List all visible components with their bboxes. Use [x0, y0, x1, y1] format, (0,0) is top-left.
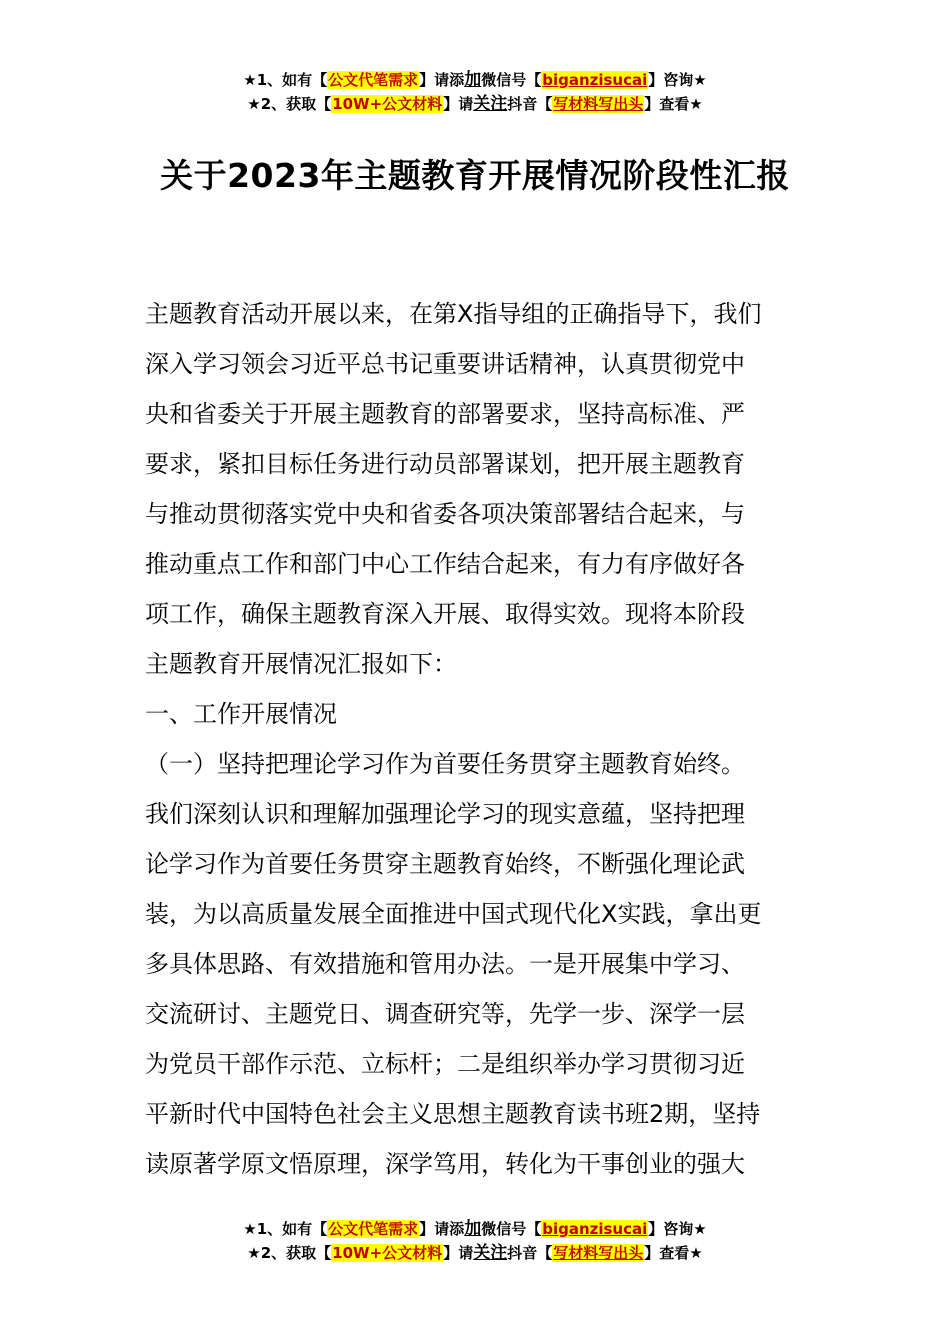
banner-text: 】查看★ — [644, 95, 703, 113]
body-line: 项工作，确保主题教育深入开展、取得实效。现将本阶段 — [145, 600, 745, 628]
banner-text: ★2、获取【 — [247, 1244, 332, 1262]
document-body — [145, 289, 810, 1189]
banner-emphasis: 加 — [464, 1219, 482, 1239]
banner-text: 微信号【 — [481, 71, 542, 89]
banner-text: 微信号【 — [481, 1220, 542, 1238]
banner-text: ★1、如有【 — [243, 71, 328, 89]
body-line: 读原著学原文悟原理，深学笃用，转化为干事创业的强大 — [145, 1150, 745, 1178]
banner-text: 】咨询★ — [648, 1220, 707, 1238]
body-line: 我们深刻认识和理解加强理论学习的现实意蕴，坚持把理 — [145, 800, 745, 828]
document-title: 关于2023年主题教育开展情况阶段性汇报 — [160, 156, 790, 195]
banner-text: ★1、如有【 — [243, 1220, 328, 1238]
banner-text: ★2、获取【 — [247, 95, 332, 113]
body-line: 推动重点工作和部门中心工作结合起来，有力有序做好各 — [145, 550, 745, 578]
banner-text: 】请 — [443, 1244, 474, 1262]
header-banner — [0, 68, 950, 116]
banner-emphasis: 加 — [464, 70, 482, 90]
banner-douyin-id: 写材料写出头 — [553, 95, 644, 113]
banner-text: 】咨询★ — [648, 71, 707, 89]
body-line: 平新时代中国特色社会主义思想主题教育读书班2期，坚持 — [145, 1100, 761, 1128]
banner-text: 抖音【 — [507, 95, 553, 113]
banner-line-1 — [0, 1217, 950, 1241]
body-line: 多具体思路、有效措施和管用办法。一是开展集中学习、 — [145, 950, 745, 978]
body-line: 要求，紧扣目标任务进行动员部署谋划，把开展主题教育 — [145, 450, 745, 478]
banner-line-2 — [0, 1241, 950, 1265]
banner-wechat-id: biganzisucai — [542, 1220, 648, 1238]
banner-text: 抖音【 — [507, 1244, 553, 1262]
banner-text: 】请 — [443, 95, 474, 113]
body-line: 论学习作为首要任务贯穿主题教育始终，不断强化理论武 — [145, 850, 745, 878]
banner-text: 】请添 — [419, 71, 465, 89]
banner-emphasis: 关注 — [473, 94, 508, 114]
body-line: 为党员干部作示范、立标杆；二是组织举办学习贯彻习近 — [145, 1050, 745, 1078]
body-line: 装，为以高质量发展全面推进中国式现代化X实践，拿出更 — [145, 900, 762, 928]
section-heading: 一、工作开展情况 — [145, 700, 337, 728]
banner-highlight: 公文代笔需求 — [328, 1220, 419, 1238]
banner-highlight: 公文代笔需求 — [328, 71, 419, 89]
banner-line-2 — [0, 92, 950, 116]
subsection-heading: （一）坚持把理论学习作为首要任务贯穿主题教育始终。 — [145, 750, 745, 778]
banner-text: 】查看★ — [644, 1244, 703, 1262]
banner-line-1 — [0, 68, 950, 92]
banner-douyin-id: 写材料写出头 — [553, 1244, 644, 1262]
banner-text: 】请添 — [419, 1220, 465, 1238]
banner-highlight: 10W+公文材料 — [332, 95, 443, 113]
body-line: 主题教育开展情况汇报如下： — [145, 650, 457, 678]
body-line: 深入学习领会习近平总书记重要讲话精神，认真贯彻党中 — [145, 350, 745, 378]
banner-emphasis: 关注 — [473, 1243, 508, 1263]
footer-banner — [0, 1217, 950, 1265]
body-line: 交流研讨、主题党日、调查研究等，先学一步、深学一层 — [145, 1000, 745, 1028]
body-line: 央和省委关于开展主题教育的部署要求，坚持高标准、严 — [145, 400, 745, 428]
banner-wechat-id: biganzisucai — [542, 71, 648, 89]
body-line: 主题教育活动开展以来，在第X指导组的正确指导下，我们 — [145, 300, 762, 328]
body-line: 与推动贯彻落实党中央和省委各项决策部署结合起来，与 — [145, 500, 745, 528]
banner-highlight: 10W+公文材料 — [332, 1244, 443, 1262]
